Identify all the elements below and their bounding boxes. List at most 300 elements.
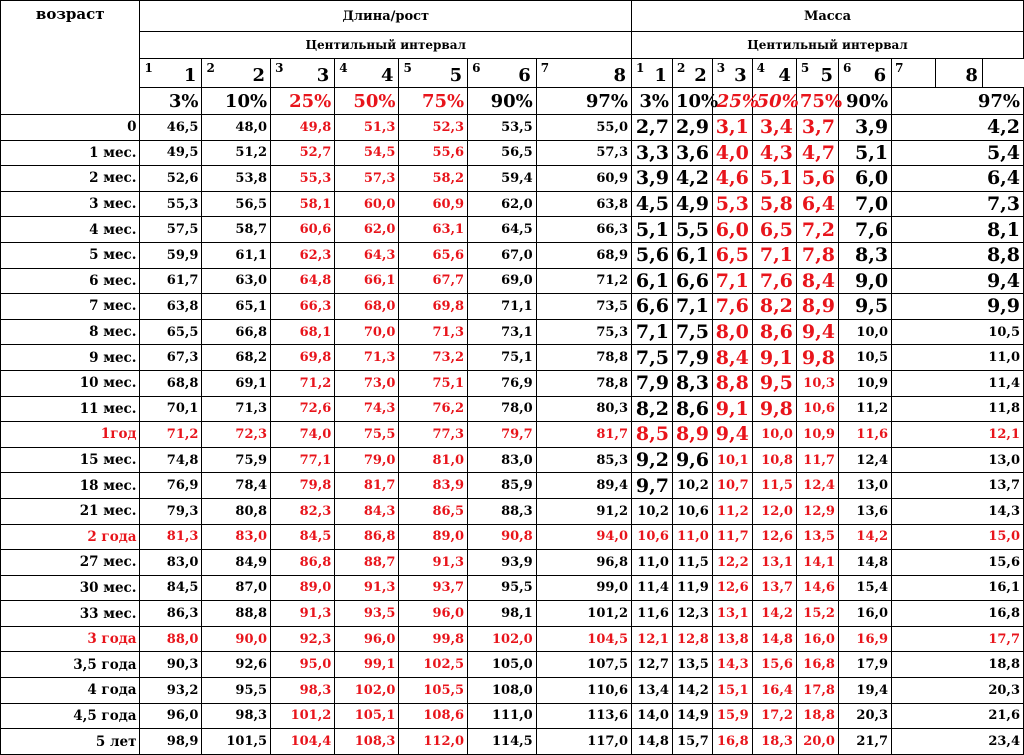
mass-cell: 7,9 (672, 345, 712, 371)
length-cell: 88,7 (335, 550, 399, 576)
mass-cell: 10,5 (892, 319, 1024, 345)
length-interval-num-label: 1 (144, 61, 153, 75)
length-cell: 76,2 (399, 396, 468, 422)
mass-cell: 15,4 (838, 575, 891, 601)
mass-cell: 13,0 (892, 447, 1024, 473)
mass-cell: 10,7 (712, 473, 752, 499)
mass-cell: 11,0 (632, 550, 673, 576)
age-cell: 6 мес. (1, 268, 140, 294)
mass-pct-3%: 3% (632, 88, 673, 115)
mass-cell: 7,5 (632, 345, 673, 371)
length-cell: 56,5 (468, 140, 537, 166)
length-cell: 96,0 (399, 601, 468, 627)
mass-cell: 9,1 (712, 396, 752, 422)
length-interval-num-label: 3 (275, 61, 284, 75)
mass-cell: 11,5 (752, 473, 796, 499)
mass-cell: 20,3 (838, 703, 891, 729)
length-interval-num-label: 6 (472, 61, 481, 75)
length-cell: 98,3 (202, 703, 271, 729)
length-cell: 91,2 (536, 498, 631, 524)
length-interval-num-large: 5 (449, 65, 463, 86)
length-cell: 105,0 (468, 652, 537, 678)
mass-cell: 12,6 (752, 524, 796, 550)
length-cell: 70,0 (335, 319, 399, 345)
length-cell: 63,0 (202, 268, 271, 294)
length-cell: 104,5 (536, 626, 631, 652)
length-interval-header: Центильный интервал (140, 32, 632, 59)
table-row (1, 652, 1024, 678)
mass-cell: 17,7 (892, 626, 1024, 652)
table-row (1, 447, 1024, 473)
length-cell: 90,8 (468, 524, 537, 550)
table-row (1, 268, 1024, 294)
age-cell: 3 года (1, 626, 140, 652)
mass-cell: 14,2 (752, 601, 796, 627)
mass-cell: 16,8 (796, 652, 838, 678)
length-cell: 99,0 (536, 575, 631, 601)
length-cell: 94,0 (536, 524, 631, 550)
age-cell: 5 мес. (1, 242, 140, 268)
table-row (1, 242, 1024, 268)
mass-cell: 3,9 (838, 115, 891, 141)
mass-cell: 12,3 (672, 601, 712, 627)
table-row (1, 396, 1024, 422)
length-cell: 63,8 (536, 191, 631, 217)
length-interval-num-4 (335, 59, 399, 88)
length-cell: 79,7 (468, 422, 537, 448)
mass-cell: 6,6 (672, 268, 712, 294)
length-cell: 67,7 (399, 268, 468, 294)
table-row (1, 601, 1024, 627)
mass-cell: 20,0 (796, 729, 838, 755)
length-interval-num-label: 2 (206, 61, 215, 75)
length-cell: 68,0 (335, 294, 399, 320)
length-cell: 91,3 (271, 601, 335, 627)
length-cell: 96,0 (335, 626, 399, 652)
length-cell: 90,3 (140, 652, 202, 678)
mass-cell: 16,1 (892, 575, 1024, 601)
length-cell: 57,5 (140, 217, 202, 243)
mass-cell: 13,4 (632, 678, 673, 704)
mass-cell: 3,9 (632, 166, 673, 192)
mass-cell: 6,4 (892, 166, 1024, 192)
mass-cell: 7,1 (632, 319, 673, 345)
mass-interval-num-3 (712, 59, 752, 88)
length-cell: 60,0 (335, 191, 399, 217)
length-cell: 61,1 (202, 242, 271, 268)
age-cell: 30 мес. (1, 575, 140, 601)
length-cell: 83,0 (140, 550, 202, 576)
length-cell: 81,3 (140, 524, 202, 550)
age-cell: 4 года (1, 678, 140, 704)
mass-cell: 10,9 (796, 422, 838, 448)
mass-cell: 14,8 (838, 550, 891, 576)
mass-cell: 18,8 (796, 703, 838, 729)
mass-cell: 13,5 (796, 524, 838, 550)
length-cell: 90,0 (202, 626, 271, 652)
mass-cell: 14,0 (632, 703, 673, 729)
length-cell: 71,2 (140, 422, 202, 448)
mass-cell: 12,4 (838, 447, 891, 473)
length-cell: 68,1 (271, 319, 335, 345)
length-cell: 79,3 (140, 498, 202, 524)
mass-cell: 7,5 (672, 319, 712, 345)
table-row (1, 140, 1024, 166)
mass-cell: 14,2 (838, 524, 891, 550)
mass-cell: 8,9 (796, 294, 838, 320)
mass-interval-num-large: 3 (734, 65, 747, 86)
age-cell: 2 мес. (1, 166, 140, 192)
mass-pct-75%: 75% (796, 88, 838, 115)
table-row (1, 626, 1024, 652)
age-cell: 3 мес. (1, 191, 140, 217)
length-cell: 82,3 (271, 498, 335, 524)
mass-cell: 12,1 (632, 626, 673, 652)
length-cell: 91,3 (399, 550, 468, 576)
length-pct-75%: 75% (399, 88, 468, 115)
mass-cell: 11,4 (892, 370, 1024, 396)
mass-pct-97%: 97% (892, 88, 1024, 115)
length-cell: 70,1 (140, 396, 202, 422)
mass-cell: 7,9 (632, 370, 673, 396)
length-cell: 68,2 (202, 345, 271, 371)
table-row (1, 294, 1024, 320)
mass-cell: 4,6 (712, 166, 752, 192)
age-cell: 7 мес. (1, 294, 140, 320)
length-cell: 98,1 (468, 601, 537, 627)
length-cell: 53,5 (468, 115, 537, 141)
length-cell: 76,9 (468, 370, 537, 396)
mass-cell: 16,8 (892, 601, 1024, 627)
length-cell: 92,6 (202, 652, 271, 678)
mass-cell: 11,5 (672, 550, 712, 576)
length-cell: 84,5 (140, 575, 202, 601)
length-cell: 67,0 (468, 242, 537, 268)
mass-cell: 12,1 (892, 422, 1024, 448)
mass-cell: 8,4 (712, 345, 752, 371)
mass-cell: 6,5 (712, 242, 752, 268)
mass-cell: 11,2 (838, 396, 891, 422)
length-cell: 95,5 (202, 678, 271, 704)
mass-cell: 3,6 (672, 140, 712, 166)
length-cell: 49,5 (140, 140, 202, 166)
mass-cell: 8,2 (752, 294, 796, 320)
mass-cell: 12,6 (712, 575, 752, 601)
length-cell: 101,2 (271, 703, 335, 729)
mass-cell: 19,4 (838, 678, 891, 704)
length-interval-num-large: 8 (613, 65, 626, 86)
mass-cell: 16,0 (796, 626, 838, 652)
mass-cell: 8,6 (752, 319, 796, 345)
mass-cell: 8,0 (712, 319, 752, 345)
length-cell: 71,1 (468, 294, 537, 320)
length-cell: 52,3 (399, 115, 468, 141)
length-cell: 79,0 (335, 447, 399, 473)
table-row (1, 115, 1024, 141)
mass-cell: 11,7 (796, 447, 838, 473)
length-interval-num-6 (468, 59, 537, 88)
mass-cell: 18,3 (752, 729, 796, 755)
length-cell: 98,9 (140, 729, 202, 755)
table-row (1, 575, 1024, 601)
table-row (1, 370, 1024, 396)
mass-interval-num-1 (632, 59, 673, 88)
length-cell: 93,9 (468, 550, 537, 576)
length-cell: 53,8 (202, 166, 271, 192)
mass-interval-num-4 (752, 59, 796, 88)
length-cell: 107,5 (536, 652, 631, 678)
length-cell: 75,3 (536, 319, 631, 345)
length-cell: 75,1 (468, 345, 537, 371)
length-cell: 62,0 (468, 191, 537, 217)
age-cell: 27 мес. (1, 550, 140, 576)
mass-cell: 7,0 (838, 191, 891, 217)
age-cell: 33 мес. (1, 601, 140, 627)
mass-cell: 16,9 (838, 626, 891, 652)
age-cell: 4,5 года (1, 703, 140, 729)
mass-interval-num-large: 6 (873, 65, 887, 86)
mass-cell: 8,8 (892, 242, 1024, 268)
mass-cell: 10,5 (838, 345, 891, 371)
mass-header: Масса (632, 1, 1024, 32)
mass-cell: 9,9 (892, 294, 1024, 320)
length-cell: 89,0 (399, 524, 468, 550)
mass-cell: 10,9 (838, 370, 891, 396)
mass-interval-num-2 (672, 59, 712, 88)
length-cell: 74,3 (335, 396, 399, 422)
length-cell: 96,0 (140, 703, 202, 729)
length-cell: 69,1 (202, 370, 271, 396)
table-body (1, 115, 1024, 755)
length-pct-3%: 3% (140, 88, 202, 115)
mass-cell: 13,6 (838, 498, 891, 524)
mass-cell: 12,9 (796, 498, 838, 524)
length-cell: 55,6 (399, 140, 468, 166)
age-cell: 21 мес. (1, 498, 140, 524)
length-cell: 64,8 (271, 268, 335, 294)
table-row (1, 345, 1024, 371)
length-cell: 72,6 (271, 396, 335, 422)
length-cell: 96,8 (536, 550, 631, 576)
mass-cell: 5,1 (632, 217, 673, 243)
length-cell: 62,0 (335, 217, 399, 243)
mass-cell: 8,5 (632, 422, 673, 448)
length-interval-num-large: 1 (183, 65, 197, 86)
age-cell: 5 лет (1, 729, 140, 755)
mass-cell: 14,2 (672, 678, 712, 704)
mass-cell: 10,6 (672, 498, 712, 524)
length-cell: 57,3 (536, 140, 631, 166)
mass-cell: 23,4 (892, 729, 1024, 755)
length-interval-num-7 (536, 59, 631, 88)
mass-cell: 4,3 (752, 140, 796, 166)
mass-cell: 4,2 (672, 166, 712, 192)
length-cell: 55,3 (271, 166, 335, 192)
length-header: Длина/рост (140, 1, 632, 32)
length-cell: 80,8 (202, 498, 271, 524)
mass-cell: 17,8 (796, 678, 838, 704)
mass-cell: 12,2 (712, 550, 752, 576)
length-cell: 59,9 (140, 242, 202, 268)
length-cell: 99,8 (399, 626, 468, 652)
mass-cell: 21,6 (892, 703, 1024, 729)
mass-interval-num-label: 5 (800, 61, 810, 75)
length-cell: 73,1 (468, 319, 537, 345)
table-row (1, 319, 1024, 345)
mass-cell: 14,9 (672, 703, 712, 729)
length-cell: 85,9 (468, 473, 537, 499)
length-cell: 69,8 (399, 294, 468, 320)
length-cell: 86,8 (335, 524, 399, 550)
mass-cell: 13,7 (752, 575, 796, 601)
length-cell: 66,3 (536, 217, 631, 243)
mass-cell: 9,1 (752, 345, 796, 371)
length-cell: 99,1 (335, 652, 399, 678)
mass-cell: 5,1 (752, 166, 796, 192)
length-cell: 65,1 (202, 294, 271, 320)
length-cell: 87,0 (202, 575, 271, 601)
mass-cell: 8,4 (796, 268, 838, 294)
length-cell: 112,0 (399, 729, 468, 755)
length-cell: 84,9 (202, 550, 271, 576)
length-cell: 71,3 (202, 396, 271, 422)
mass-cell: 11,6 (838, 422, 891, 448)
mass-interval-num-label: 2 (676, 61, 686, 75)
length-cell: 84,3 (335, 498, 399, 524)
mass-interval-num-large: 2 (694, 65, 707, 86)
mass-cell: 13,0 (838, 473, 891, 499)
length-cell: 58,1 (271, 191, 335, 217)
length-cell: 65,6 (399, 242, 468, 268)
mass-cell: 14,6 (796, 575, 838, 601)
length-cell: 67,3 (140, 345, 202, 371)
mass-cell: 11,7 (712, 524, 752, 550)
length-cell: 101,2 (536, 601, 631, 627)
mass-cell: 4,0 (712, 140, 752, 166)
mass-interval-num-large: 1 (654, 65, 667, 86)
mass-cell: 5,6 (632, 242, 673, 268)
length-cell: 74,8 (140, 447, 202, 473)
length-cell: 89,4 (536, 473, 631, 499)
length-cell: 98,3 (271, 678, 335, 704)
length-cell: 57,3 (335, 166, 399, 192)
mass-cell: 5,4 (892, 140, 1024, 166)
mass-cell: 7,1 (712, 268, 752, 294)
mass-cell: 9,0 (838, 268, 891, 294)
length-cell: 93,2 (140, 678, 202, 704)
mass-cell: 14,3 (712, 652, 752, 678)
length-cell: 113,6 (536, 703, 631, 729)
mass-cell: 15,7 (672, 729, 712, 755)
length-cell: 62,3 (271, 242, 335, 268)
length-cell: 92,3 (271, 626, 335, 652)
length-cell: 81,7 (536, 422, 631, 448)
length-interval-num-1 (140, 59, 202, 88)
mass-pct-90%: 90% (838, 88, 891, 115)
length-cell: 117,0 (536, 729, 631, 755)
length-cell: 69,8 (271, 345, 335, 371)
length-cell: 71,2 (536, 268, 631, 294)
mass-cell: 14,3 (892, 498, 1024, 524)
length-cell: 66,3 (271, 294, 335, 320)
age-cell: 0 (1, 115, 140, 141)
length-cell: 77,1 (271, 447, 335, 473)
length-cell: 51,2 (202, 140, 271, 166)
mass-cell: 13,5 (672, 652, 712, 678)
length-pct-50%: 50% (335, 88, 399, 115)
length-cell: 78,0 (468, 396, 537, 422)
mass-cell: 6,0 (838, 166, 891, 192)
length-cell: 102,0 (335, 678, 399, 704)
mass-cell: 7,6 (838, 217, 891, 243)
mass-cell: 9,8 (796, 345, 838, 371)
mass-cell: 8,2 (632, 396, 673, 422)
mass-cell: 4,2 (892, 115, 1024, 141)
mass-cell: 8,8 (712, 370, 752, 396)
mass-interval-num-label: 6 (842, 61, 852, 75)
mass-cell: 11,9 (672, 575, 712, 601)
mass-pct-50%: 50% (752, 88, 796, 115)
mass-cell: 15,6 (892, 550, 1024, 576)
length-cell: 101,5 (202, 729, 271, 755)
age-cell: 1год (1, 422, 140, 448)
length-cell: 48,0 (202, 115, 271, 141)
mass-cell: 10,0 (838, 319, 891, 345)
length-cell: 75,9 (202, 447, 271, 473)
length-cell: 78,8 (536, 345, 631, 371)
length-cell: 75,5 (335, 422, 399, 448)
length-cell: 60,9 (536, 166, 631, 192)
mass-interval-num-6 (838, 59, 891, 88)
length-cell: 68,9 (536, 242, 631, 268)
length-cell: 54,5 (335, 140, 399, 166)
mass-interval-num-5 (796, 59, 838, 88)
length-cell: 88,0 (140, 626, 202, 652)
length-cell: 71,3 (335, 345, 399, 371)
length-cell: 93,7 (399, 575, 468, 601)
length-cell: 105,1 (335, 703, 399, 729)
length-cell: 72,3 (202, 422, 271, 448)
mass-cell: 11,8 (892, 396, 1024, 422)
mass-cell: 15,1 (712, 678, 752, 704)
mass-cell: 9,8 (752, 396, 796, 422)
mass-cell: 11,6 (632, 601, 673, 627)
length-cell: 58,2 (399, 166, 468, 192)
length-interval-num-3 (271, 59, 335, 88)
mass-cell: 7,2 (796, 217, 838, 243)
length-cell: 84,5 (271, 524, 335, 550)
mass-cell: 8,3 (838, 242, 891, 268)
length-interval-num-large: 6 (518, 65, 531, 86)
length-cell: 77,3 (399, 422, 468, 448)
mass-cell: 11,0 (672, 524, 712, 550)
mass-pct-25%: 25% (712, 88, 752, 115)
table-row (1, 217, 1024, 243)
mass-cell: 12,8 (672, 626, 712, 652)
length-cell: 83,9 (399, 473, 468, 499)
length-cell: 89,0 (271, 575, 335, 601)
mass-cell: 16,8 (712, 729, 752, 755)
mass-cell: 7,8 (796, 242, 838, 268)
mass-cell: 10,3 (796, 370, 838, 396)
mass-cell: 20,3 (892, 678, 1024, 704)
mass-cell: 17,2 (752, 703, 796, 729)
mass-cell: 7,6 (712, 294, 752, 320)
length-cell: 76,9 (140, 473, 202, 499)
mass-cell: 4,5 (632, 191, 673, 217)
length-cell: 61,7 (140, 268, 202, 294)
length-cell: 88,3 (468, 498, 537, 524)
